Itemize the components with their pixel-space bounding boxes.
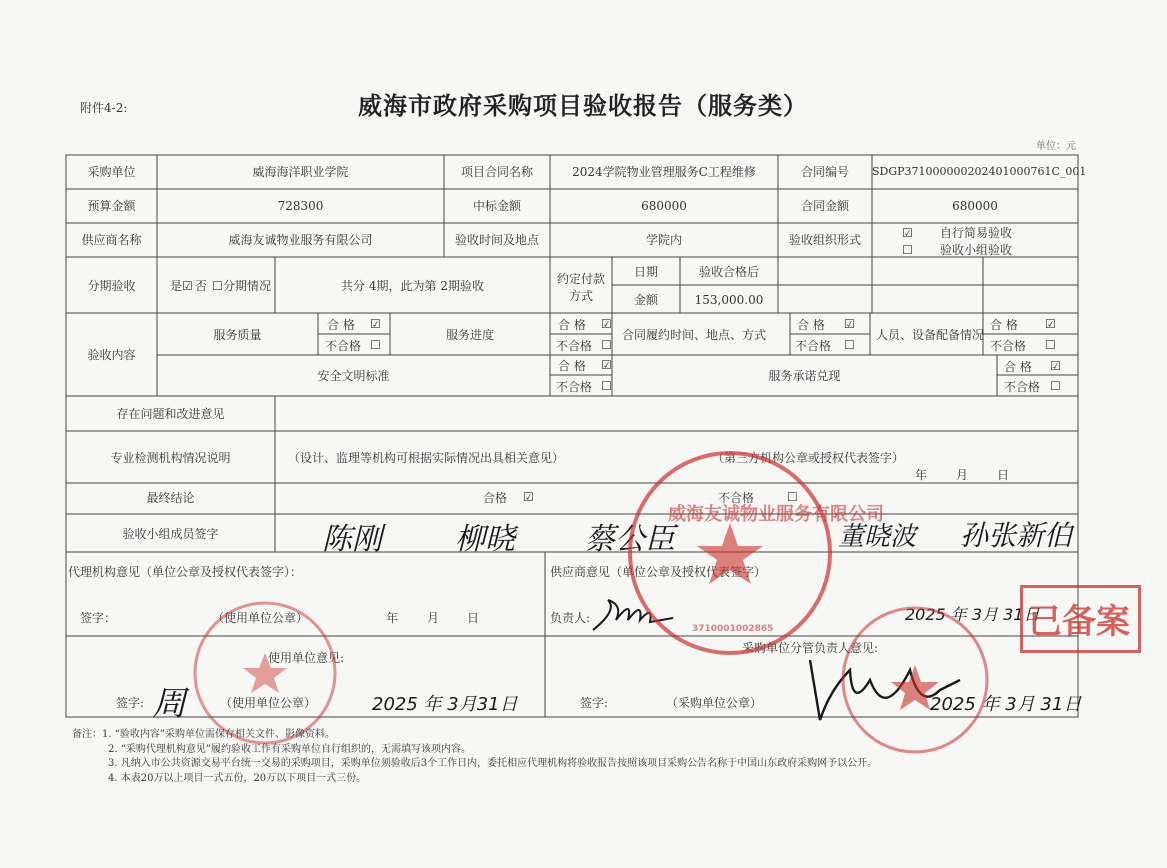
supplier-label: 供应商名称	[81, 233, 142, 247]
user-seal-stamp	[190, 598, 340, 748]
time-place-label: 验收时间及地点	[454, 233, 539, 247]
safety-pass-label: 合 格	[558, 359, 586, 373]
org-option-group: 验收小组验收	[940, 243, 1013, 257]
content-label: 验收内容	[87, 348, 136, 362]
installment-yes-check[interactable]: ☑	[182, 279, 193, 293]
commitment-pass-check[interactable]: ☑	[1050, 359, 1061, 373]
budget-label: 预算金额	[87, 199, 136, 213]
registered-stamp-text: 已备案	[1028, 602, 1130, 642]
final-fail-check[interactable]: ☐	[787, 490, 798, 504]
inspection-year: 年	[915, 468, 928, 482]
footnote-2: 2. “采购代理机构意见”履约验收工作有采购单位自行组织的，无需填写该项内容。	[108, 743, 471, 755]
pay-amount-value: 153,000.00	[694, 293, 764, 307]
commitment-label: 服务承诺兑现	[768, 369, 841, 383]
bid-label: 中标金额	[472, 199, 521, 213]
pay-method-label-2: 方式	[568, 289, 593, 303]
final-label: 最终结论	[146, 491, 195, 505]
budget-value: 728300	[277, 199, 324, 213]
agency-sign-label: 签字：	[80, 611, 117, 625]
member-signature-4: 董晓波	[838, 522, 917, 552]
third-party-note: （第三方机构公章或授权代表签字）	[712, 451, 905, 465]
contract-no-label: 合同编号	[800, 165, 849, 179]
time-place-value: 学院内	[645, 233, 682, 247]
quality-pass-label: 合 格	[327, 318, 355, 332]
installment-situation-check[interactable]: ☐	[212, 279, 223, 293]
agency-seal-label: （使用单位公章）	[212, 611, 309, 625]
members-label: 验收小组成员签字	[122, 527, 219, 541]
installment-yes: 是	[170, 279, 183, 293]
progress-fail-check[interactable]: ☐	[601, 338, 612, 352]
agency-year: 年	[386, 611, 399, 625]
org-form-label: 验收组织形式	[788, 233, 861, 247]
commitment-pass-label: 合 格	[1004, 360, 1032, 374]
personnel-fail-check[interactable]: ☐	[1045, 338, 1056, 352]
purchaser-sign-label: 签字:	[580, 696, 609, 710]
org-check-group[interactable]: ☐	[902, 243, 913, 257]
agency-day: 日	[467, 611, 480, 625]
unit-label: 单位：元	[1036, 141, 1076, 152]
org-check-self[interactable]: ☑	[902, 226, 913, 240]
progress-fail-label: 不合格	[556, 339, 593, 353]
member-signature-5: 孙张新伯	[960, 519, 1073, 552]
installment-situation: 分期情况	[223, 279, 272, 293]
user-signature: 周	[152, 684, 186, 724]
quality-fail-label: 不合格	[325, 339, 362, 353]
final-fail-label: 不合格	[718, 491, 755, 505]
purchaser-seal-stamp	[840, 600, 990, 760]
personnel-label: 人员、设备配备情况	[876, 328, 985, 342]
final-pass-label: 合格	[483, 491, 508, 505]
safety-label: 安全文明标准	[317, 369, 390, 383]
personnel-fail-label: 不合格	[990, 339, 1027, 353]
supplier-seal-number: 3710001002865	[692, 624, 774, 634]
supplier-responsible-label: 负责人:	[550, 611, 591, 625]
supplier-opinion-label: 供应商意见（单位公章及授权代表签字）	[550, 565, 767, 579]
attachment-label: 附件4-2:	[80, 101, 128, 115]
commitment-fail-label: 不合格	[1004, 380, 1041, 394]
agency-opinion-label: 代理机构意见（单位公章及授权代表签字）：	[68, 565, 303, 579]
safety-fail-label: 不合格	[556, 380, 593, 394]
issues-label: 存在问题和改进意见	[116, 407, 225, 421]
pay-amount-label: 金额	[633, 293, 658, 307]
final-pass-check[interactable]: ☑	[523, 490, 534, 504]
service-quality-label: 服务质量	[213, 328, 262, 342]
purchaser-sign-date: 2025 年 3月 31日	[930, 694, 1082, 715]
personnel-pass-check[interactable]: ☑	[1045, 317, 1056, 331]
inspection-day: 日	[997, 468, 1010, 482]
footnotes	[72, 728, 878, 786]
inspection-label: 专业检测机构情况说明	[110, 451, 231, 465]
inspection-month: 月	[956, 468, 969, 482]
supplier-seal-text: 威海友诚物业服务有限公司	[668, 504, 884, 525]
pay-method-label-1: 约定付款	[556, 272, 605, 286]
purchaser-seal-label: （采购单位公章）	[666, 696, 763, 710]
member-signature-1: 陈刚	[322, 522, 382, 557]
footnote-1: 备注：1. “验收内容”采购单位需保存相关文件、影像资料。	[72, 729, 335, 740]
contract-name-label: 项目合同名称	[460, 165, 533, 179]
service-progress-label: 服务进度	[445, 328, 494, 342]
quality-pass-check[interactable]: ☑	[370, 317, 381, 331]
member-signature-2: 柳晓	[455, 522, 515, 557]
contract-amount-value: 680000	[952, 199, 998, 213]
agency-month: 月	[427, 611, 440, 625]
commitment-fail-check[interactable]: ☐	[1050, 379, 1061, 393]
performance-pass-label: 合 格	[797, 318, 825, 332]
performance-fail-check[interactable]: ☐	[844, 338, 855, 352]
installment-no: 否	[195, 279, 208, 293]
pay-date-label: 日期	[633, 265, 658, 279]
contract-performance-label: 合同履约时间、地点、方式	[622, 328, 767, 342]
inspection-note: （设计、监理等机构可根据实际情况出具相关意见）	[288, 451, 565, 465]
safety-fail-check[interactable]: ☐	[601, 379, 612, 393]
installment-text: 共分 4期，此为第 2期验收	[341, 279, 484, 293]
performance-pass-check[interactable]: ☑	[844, 317, 855, 331]
contract-amount-label: 合同金额	[800, 199, 849, 213]
progress-pass-label: 合 格	[558, 318, 586, 332]
purchaser-value: 威海海洋职业学院	[252, 165, 349, 179]
user-seal-label: （使用单位公章）	[220, 696, 317, 710]
org-option-self: 自行简易验收	[940, 226, 1013, 240]
footnote-3: 3. 凡纳入市公共资源交易平台统一交易的采购项目，采购单位须验收后3个工作日内，委托相应代理机构将验收报告按照该项目采购公告名称于中国山东政府采购网予以公开。	[108, 758, 878, 769]
supplier-sign-date: 2025 年 3月 31日	[905, 605, 1040, 624]
performance-fail-label: 不合格	[795, 339, 832, 353]
contract-no-value: SDGP371000000202401000761C_001	[872, 165, 1087, 178]
user-sign-date: 2025 年 3月31日	[372, 694, 518, 715]
user-opinion-label: 使用单位意见:	[268, 651, 345, 665]
footnote-4: 4. 本表20万以上项目一式五份，20万以下项目一式三份。	[108, 772, 367, 784]
quality-fail-check[interactable]: ☐	[370, 338, 381, 352]
purchaser-opinion-label: 采购单位分管负责人意见:	[742, 641, 879, 655]
personnel-pass-label: 合 格	[990, 318, 1018, 332]
installment-label: 分期验收	[87, 279, 136, 293]
progress-pass-check[interactable]: ☑	[601, 317, 612, 331]
member-signature-3: 蔡公臣	[585, 522, 675, 557]
page-title: 威海市政府采购项目验收报告（服务类）	[358, 91, 808, 120]
purchaser-label: 采购单位	[87, 165, 136, 179]
safety-pass-check[interactable]: ☑	[601, 358, 612, 372]
user-sign-label: 签字:	[116, 696, 145, 710]
pay-date-value: 验收合格后	[698, 265, 759, 279]
contract-name-value: 2024学院物业管理服务C工程维修	[572, 165, 756, 179]
bid-value: 680000	[641, 199, 687, 213]
supplier-value: 威海友诚物业服务有限公司	[228, 233, 373, 247]
